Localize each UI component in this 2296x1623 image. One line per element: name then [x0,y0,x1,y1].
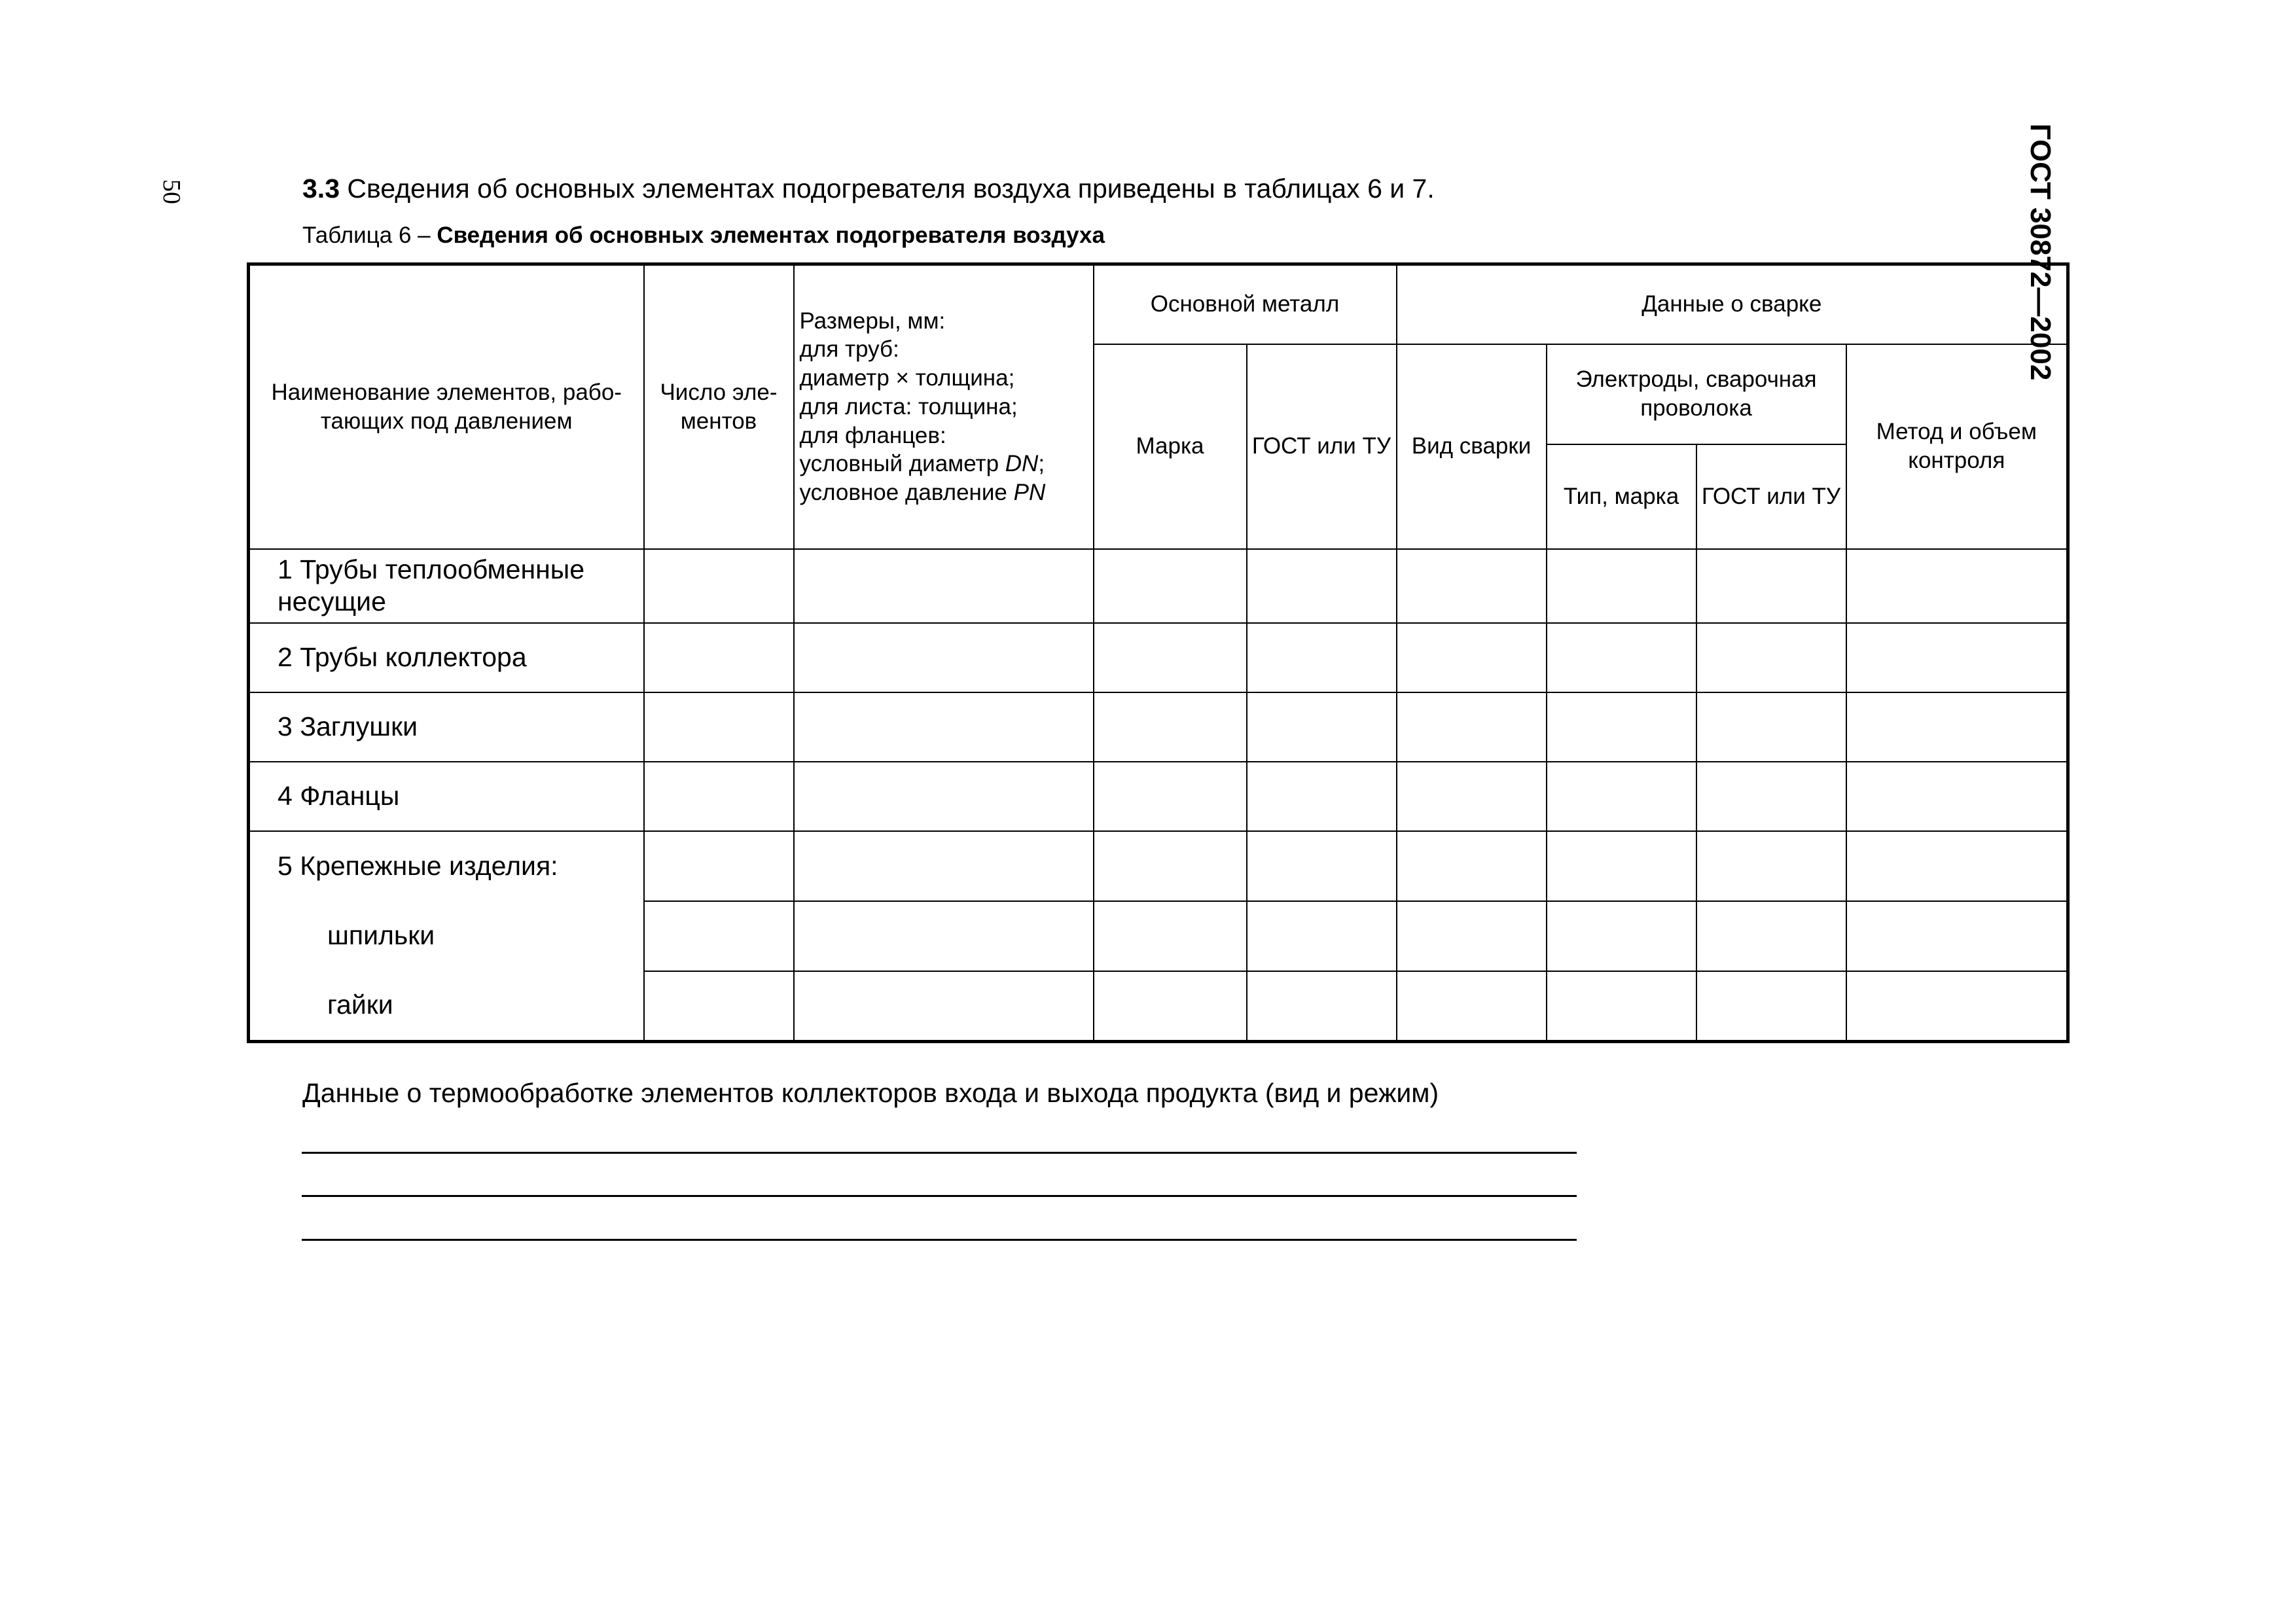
row-label: 3 Заглушки [249,692,644,762]
fill-in-line [302,1195,1577,1197]
heat-treatment-label: Данные о термообработке элементов коллекторов входа и выхода продукта (вид и режим) [302,1078,1439,1108]
row-label: 5 Крепежные изделия: [278,850,558,881]
row-label: 4 Фланцы [249,762,644,831]
header-gost-base: ГОСТ или ТУ [1247,344,1397,549]
table-row [249,692,2068,762]
dimensions-line: условный диаметр DN; [799,451,1045,477]
header-element-count: Число эле-ментов [644,264,794,549]
table-row [249,623,2068,692]
fill-in-line [302,1152,1577,1154]
header-base-metal: Основной металл [1094,264,1397,344]
header-grade: Марка [1094,344,1247,549]
header-dimensions [794,264,1094,549]
paragraph-3-3 [302,173,1435,204]
header-welding-data: Данные о сварке [1397,264,2068,344]
dimensions-line: для фланцев: [799,422,946,448]
table-row [249,549,2068,623]
header-type-grade: Тип, марка [1547,444,1696,549]
header-gost-electrodes: ГОСТ или ТУ [1696,444,1846,549]
row-label: 2 Трубы коллектора [249,623,644,692]
paragraph-number: 3.3 [302,173,340,204]
table-6 [247,262,2066,1038]
dimensions-line: для труб: [799,336,899,363]
table-row [249,762,2068,831]
caption-prefix: Таблица 6 – [302,223,437,248]
row-label: шпильки [327,919,435,950]
dimensions-line: для листа: толщина; [799,393,1018,419]
row-label: 1 Трубы теплообменные несущие [249,549,644,623]
page-number: 50 [158,179,185,204]
header-electrodes: Электроды, сварочная проволока [1547,344,1846,444]
table-caption [302,223,1105,249]
dimensions-line: Размеры, мм: [799,308,946,334]
dimensions-line: диаметр × толщина; [799,365,1015,391]
header-weld-type: Вид сварки [1397,344,1547,549]
fill-in-line [302,1239,1577,1241]
dimensions-line: условное давление PN [799,480,1046,506]
row-label: гайки [327,989,393,1020]
row-label-fasteners [249,831,644,1042]
elements-table [247,262,2070,1043]
table-row [249,831,2068,901]
header-control-method: Метод и объем контроля [1846,344,2068,549]
header-element-name: Наименование элементов, рабо-тающих под давлением [249,264,644,549]
caption-title: Сведения об основных элементах подогревателя воздуха [437,223,1105,248]
document-code: ГОСТ 30872—2002 [2024,123,2056,381]
paragraph-text: Сведения об основных элементах подогревателя воздуха приведены в таблицах 6 и 7. [340,173,1435,204]
